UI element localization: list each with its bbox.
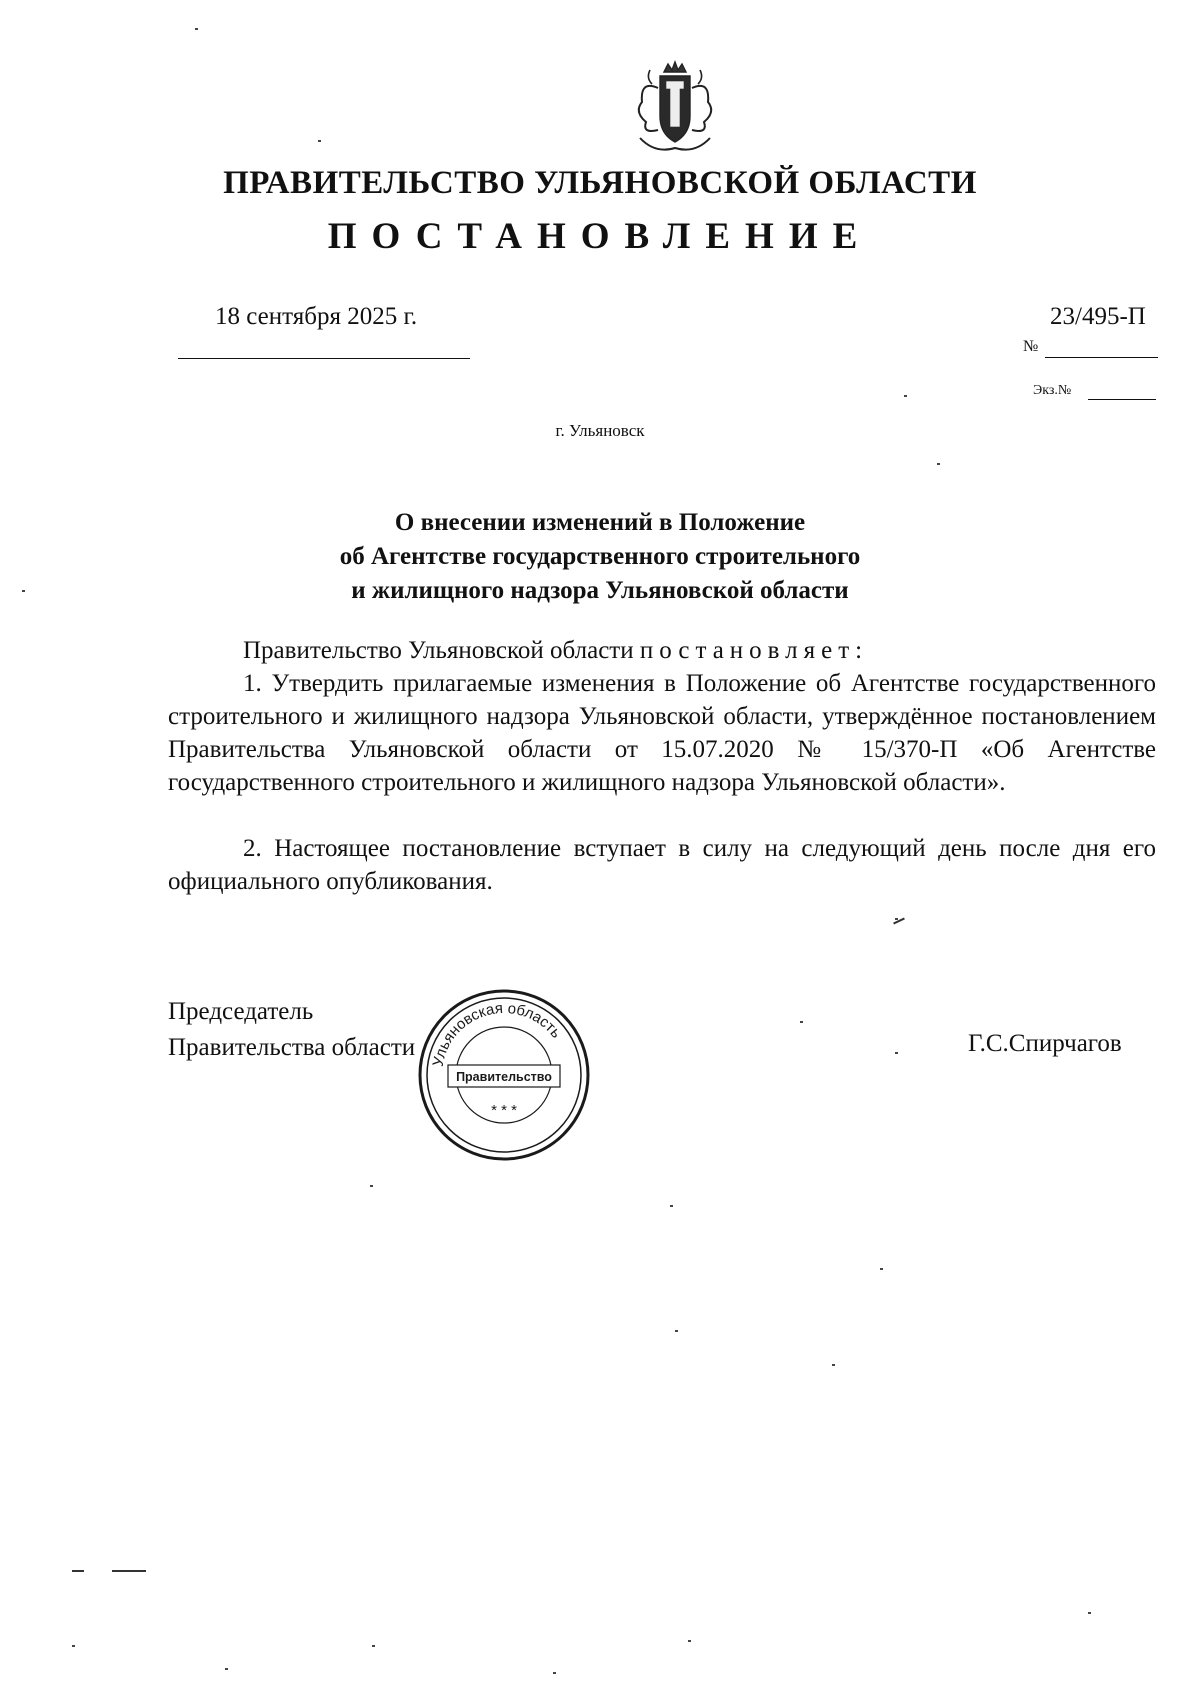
scan-speck	[800, 1021, 803, 1023]
scan-speck	[72, 1645, 75, 1647]
document-type-heading: ПОСТАНОВЛЕНИЕ	[327, 216, 873, 257]
stamp-ring-text: Ульяновская область	[429, 999, 565, 1068]
subject-line-1: О внесении изменений в Положение	[394, 509, 806, 536]
scan-speck	[318, 140, 321, 142]
paragraph-2: 2. Настоящее постановление вступает в силу на следующий день после дня его официального опубликования.	[168, 835, 1156, 895]
preamble	[168, 634, 1156, 667]
stamp-center-text: Правительство	[456, 1070, 552, 1084]
scan-speck	[675, 1330, 678, 1332]
scan-speck	[370, 1185, 373, 1187]
scan-dash	[112, 1570, 146, 1572]
subject-line-2: об Агентстве государственного строительного	[339, 543, 861, 570]
scan-dash	[72, 1570, 84, 1572]
coat-of-arms-emblem	[620, 58, 730, 158]
document-number: 23/495-П	[1050, 303, 1146, 330]
scan-speck	[225, 1668, 228, 1670]
scan-speck	[688, 1640, 691, 1642]
city-line: г. Ульяновск	[555, 421, 645, 440]
scan-speck	[895, 1052, 898, 1054]
scan-speck	[904, 395, 907, 397]
preamble-start: Правительство Ульяновской области	[243, 637, 634, 664]
scan-speck	[937, 463, 940, 465]
subject-line-3: и жилищного надзора Ульяновской области	[351, 577, 849, 604]
number-underline	[1045, 357, 1158, 358]
copy-number-underline	[1088, 399, 1156, 400]
scan-speck	[832, 1364, 835, 1366]
official-stamp	[414, 985, 594, 1165]
paragraph-1: 1. Утвердить прилагаемые изменения в Положение об Агентстве государственного строительного и жилищного надзора Ульяновской области, утверждённое постановлением Правительства Ульяновской области от 15.07.2020 № 15/370-П «Об Агентстве государственного строительного и жилищного надзора Ульяновской области».	[168, 670, 1156, 796]
signatory-position-line-2: Правительства области	[168, 1034, 416, 1061]
number-label: №	[1023, 338, 1039, 355]
stamp-stars: * * *	[491, 1102, 517, 1119]
signatory-position	[168, 994, 415, 1066]
scan-speck	[195, 28, 198, 30]
document-subject	[0, 506, 1200, 608]
copy-number-label: Экз.№	[1033, 383, 1072, 398]
organization-title: ПРАВИТЕЛЬСТВО УЛЬЯНОВСКОЙ ОБЛАСТИ	[223, 165, 977, 201]
scan-speck	[553, 1672, 556, 1674]
date-underline	[178, 358, 470, 359]
scan-speck	[22, 590, 25, 592]
scan-speck	[880, 1268, 883, 1270]
signatory-name: Г.С.Спирчагов	[968, 1030, 1122, 1057]
scan-speck	[670, 1205, 673, 1207]
scan-speck	[372, 1645, 375, 1647]
signatory-position-line-1: Председатель	[168, 998, 314, 1025]
preamble-action: постановляет:	[639, 637, 869, 664]
document-date: 18 сентября 2025 г.	[215, 303, 418, 330]
scan-speck	[1088, 1612, 1091, 1614]
